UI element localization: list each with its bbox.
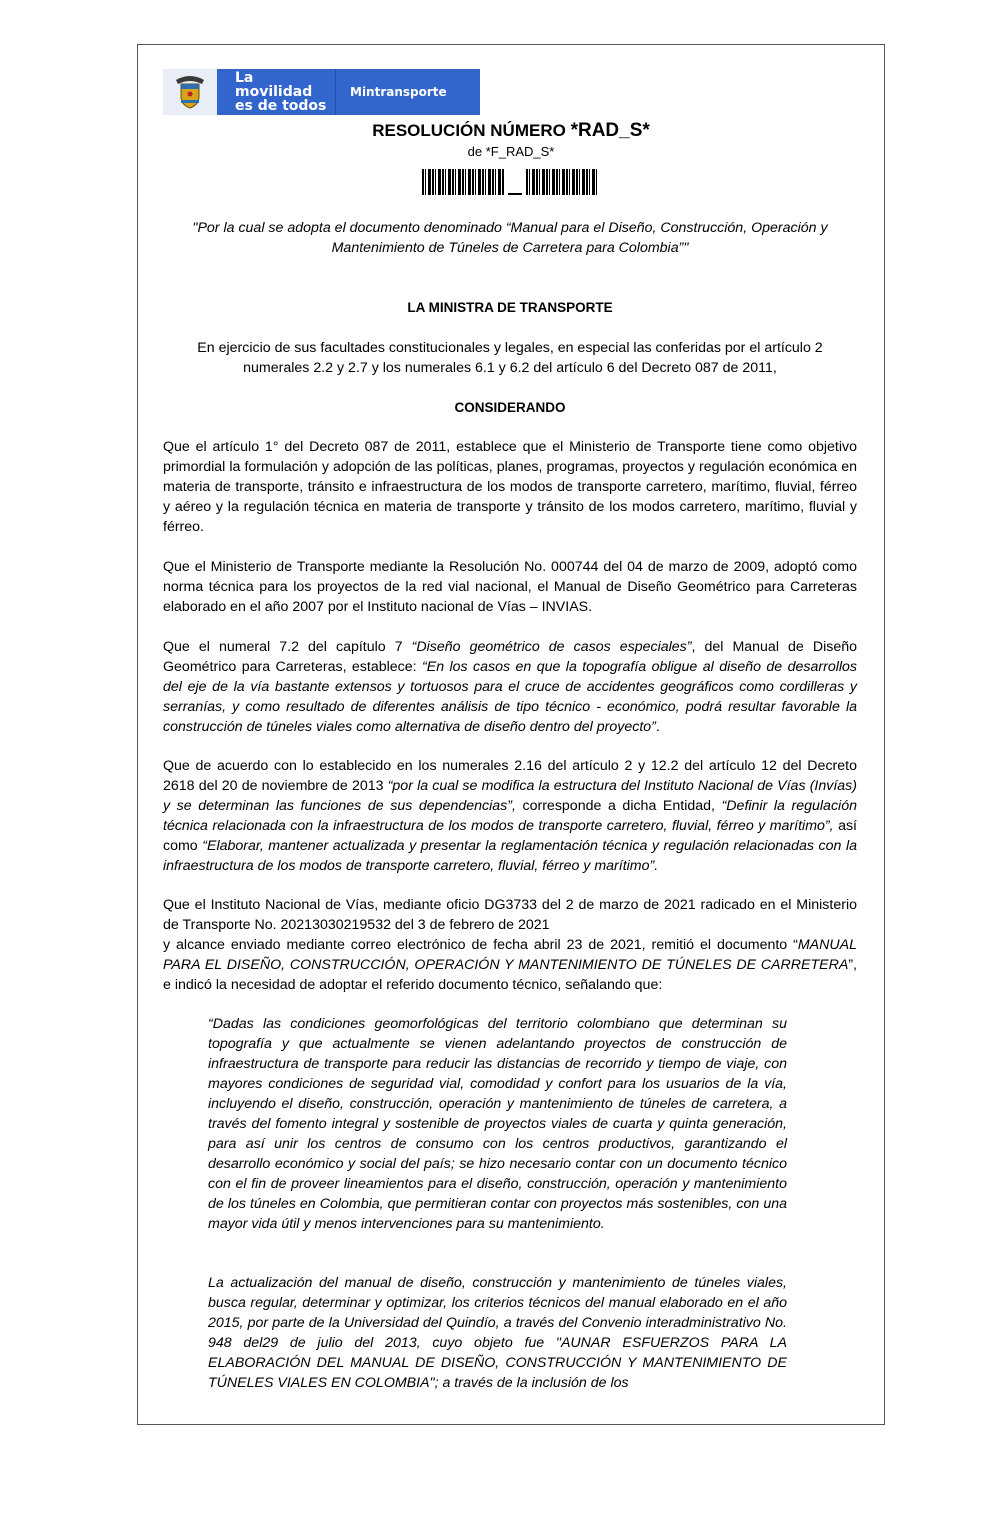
p4-text-a: Que de acuerdo con lo establecido en los numerales 2.16 del artículo 2 y 12.2 del artículo 12 del Decreto 2618 del 20 de noviembre de 2013	[163, 758, 857, 794]
p3-chapter-title: “Diseño geométrico de casos especiales”	[411, 639, 692, 655]
resolution-title-label: RESOLUCIÓN NÚMERO	[372, 121, 566, 140]
slogan-line-2: es de todos	[235, 98, 327, 114]
resolution-title	[137, 120, 885, 142]
p4-decree-title: “por la cual se modifica la estructura del Instituto Nacional de Vías (Invías) y se determinan las funciones de sus dependencias”,	[163, 778, 857, 814]
brand-banner	[217, 69, 480, 115]
barcode-right	[526, 169, 597, 195]
coat-of-arms-icon	[163, 69, 217, 115]
considering-paragraph-5	[163, 895, 857, 995]
p3-text-a: Que el numeral 7.2 del capítulo 7	[163, 639, 412, 655]
p5-manual-title: MANUAL PARA EL DISEÑO, CONSTRUCCIÓN, OPERACIÓN Y MANTENIMIENTO DE TÚNELES DE CARRETERA	[163, 937, 857, 973]
barcode-left	[422, 169, 504, 195]
p4-text-c: corresponde a dicha Entidad,	[515, 798, 722, 814]
p4-function-2: “Elaborar, mantener actualizada y presentar la reglamentación técnica y regulación relacionadas con la infraestructura de los modos de transporte carretero, fluvial, férreo y marítimo”.	[163, 838, 857, 874]
quoted-paragraph-1: “Dadas las condiciones geomorfológicas del territorio colombiano que determinan su topografía y que actualmente se vienen adelantando proyectos de construcción de infraestructura de transporte para reducir las distancias de recorrido y tiempo de viaje, con mayores condiciones de seguridad vial, comodidad y confort para los usuarios de la vía, incluyendo el diseño, construcción, operación y mantenimiento de túneles de carretera, a través del fomento integral y sostenible de proyectos viales de cuarta y quinta generación, para así unir los centros de consumo con los centros productivos, garantizando el desarrollo económico y social del país; se hizo necesario contar con un documento técnico con el fin de proveer lineamientos para el diseño, construcción, operación y mantenimiento de los túneles en Colombia, que permitieran contar con proyectos más sostenibles, con una mayor vida útil y menos intervenciones para su mantenimiento.	[208, 1016, 787, 1232]
quoted-paragraph-2: La actualización del manual de diseño, construcción y mantenimiento de túneles viales, busca regular, determinar y optimizar, los criterios técnicos del manual elaborado en el año 2015, por parte de la Universidad del Quindío, a través del Convenio interadministrativo No. 948 del29 de julio del 2013, cuyo objeto fue "AUNAR ESFUERZOS PARA LA ELABORACIÓN DEL MANUAL DE DISEÑO, CONSTRUCCIÓN Y MANTENIMIENTO DE TÚNELES VIALES EN COLOMBIA"; a través de la inclusión de los	[208, 1275, 787, 1391]
powers-paragraph: En ejercicio de sus facultades constitucionales y legales, en especial las conferidas por el artículo 2 numerales 2.2 y 2.7 y los numerales 6.1 y 6.2 del artículo 6 del Decreto 087 de 2011,	[197, 340, 823, 376]
p3-text-c: , del Manual de Diseño Geométrico para Carreteras, establece:	[163, 639, 857, 675]
slogan-line-1: La movilidad	[235, 70, 313, 100]
p5-text-a: Que el Instituto Nacional de Vías, mediante oficio DG3733 del 2 de marzo de 2021 radicado en el Ministerio de Transporte No. 20213030219532 del 3 de febrero de 2021	[163, 897, 857, 933]
p3-text-e: .	[655, 719, 660, 735]
ministry-name: Mintransporte	[350, 85, 447, 99]
resolution-date: de *F_RAD_S*	[467, 144, 555, 159]
resolution-subject: "Por la cual se adopta el documento denominado “Manual para el Diseño, Construcción, Operación y Mantenimiento de Túneles de Carretera para Colombia”"	[192, 220, 828, 256]
p4-function-1: “Definir la regulación técnica relacionada con la infraestructura de los modos de transporte carretero, fluvial, férreo y marítimo”,	[163, 798, 857, 834]
p4-text-e: así como	[163, 818, 857, 854]
barcode-separator	[504, 165, 526, 195]
considering-heading: CONSIDERANDO	[454, 400, 566, 415]
p5-text-b: y alcance enviado mediante correo electrónico de fecha abril 23 de 2021, remitió el documento “	[163, 937, 798, 953]
brand-slogan	[217, 71, 331, 113]
barcode	[422, 165, 597, 195]
p5-text-d: ”, e indicó la necesidad de adoptar el referido documento técnico, señalando que:	[163, 957, 857, 993]
considering-paragraph-2: Que el Ministerio de Transporte mediante la Resolución No. 000744 del 04 de marzo de 2009, adoptó como norma técnica para los proyectos de la red vial nacional, el Manual de Diseño Geométrico para Carreteras elaborado en el año 2007 por el Instituto nacional de Vías – INVIAS.	[163, 559, 857, 615]
considering-paragraph-1: Que el artículo 1° del Decreto 087 de 2011, establece que el Ministerio de Transporte tiene como objetivo primordial la formulación y adopción de las políticas, planes, programas, proyectos y regulación económica en materia de transporte, tránsito e infraestructura de los modos de transporte carretero, marítimo, fluvial, férreo y aéreo y la regulación técnica en materia de transporte y tránsito de los modos carretero, marítimo, fluvial y férreo.	[163, 439, 857, 535]
ministry-logo	[163, 69, 480, 115]
authority-heading: LA MINISTRA DE TRANSPORTE	[407, 300, 613, 315]
resolution-number: *RAD_S*	[570, 120, 650, 141]
considering-paragraph-4	[163, 756, 857, 876]
p3-quoted-text: “En los casos en que la topografía obligue al diseño de desarrollos del eje de la vía bastante extensos y tortuosos para el cruce de accidentes geográficos como cordilleras y serranías, y como resultado de diferentes análisis de tipo técnico - económico, podrá resultar favorable la construcción de túneles viales como alternativa de diseño dentro del proyecto”	[163, 659, 857, 735]
considering-paragraph-3	[163, 637, 857, 737]
